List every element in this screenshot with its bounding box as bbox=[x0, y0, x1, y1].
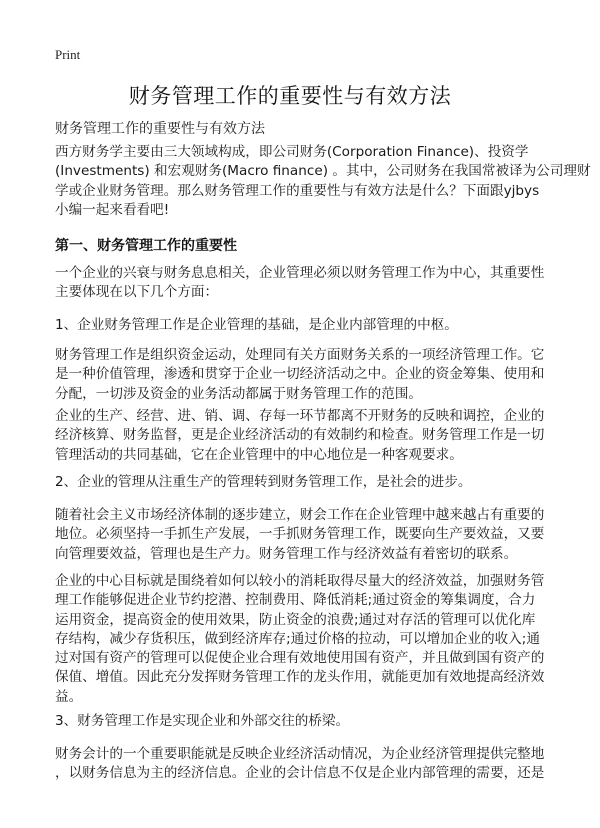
paragraph bbox=[55, 407, 550, 465]
text-line: 企业的中心目标就是围绕着如何以较小的消耗取得尽量大的经济效益，加强财务管 bbox=[55, 573, 545, 589]
text-line: 一个企业的兴衰与财务息息相关，企业管理必须以财务管理工作为中心，其重要性 bbox=[55, 265, 545, 281]
numbered-point bbox=[55, 712, 550, 731]
text-line: 存结构，减少存货积压，做到经济库存;通过价格的拉动，可以增加企业的收入;通 bbox=[55, 630, 540, 647]
text-line: 地位。必须坚持一手抓生产发展，一手抓财务管理工作，既要向生产要效益，又要 bbox=[55, 526, 545, 543]
text-line: 1、企业财务管理工作是企业管理的基础，是企业内部管理的中枢。 bbox=[55, 317, 458, 333]
intro-paragraph bbox=[55, 143, 591, 220]
numbered-point bbox=[55, 473, 550, 492]
text-line: 益。 bbox=[55, 688, 83, 705]
text-line: 运用资金，提高资金的使用效果，防止资金的浪费;通过对存活的管理可以优化库 bbox=[55, 611, 536, 628]
text-line: 向管理要效益，管理也是生产力。财务管理工作与经济效益有着密切的联系。 bbox=[55, 545, 518, 562]
text-line: 保值、增值。因此充分发挥财务管理工作的龙头作用，就能更加有效地提高经济效 bbox=[55, 669, 545, 686]
text-line: 经济核算、财务监督，更是企业经济活动的有效制约和检查。财务管理工作是一切 bbox=[55, 427, 545, 444]
section-heading: 第一、财务管理工作的重要性 bbox=[55, 238, 237, 254]
paragraph bbox=[55, 745, 550, 784]
text-line: 财务管理工作是组织资金运动，处理同有关方面财务关系的一项经济管理工作。它 bbox=[55, 347, 545, 363]
paragraph bbox=[55, 506, 550, 564]
print-label: Print bbox=[55, 47, 81, 62]
text-line: 财务会计的一个重要职能就是反映企业经济活动情况，为企业经济管理提供完整地 bbox=[55, 746, 545, 762]
text-line: 理工作能够促进企业节约挖潜、控制费用、降低消耗;通过资金的筹集调度，合力 bbox=[55, 592, 536, 609]
text-line: ，以财务信息为主的经济信息。企业的会计信息不仅是企业内部管理的需要，还是 bbox=[55, 765, 545, 782]
text-line: 分配，一切涉及资金的业务活动都属于财务管理工作的范围。 bbox=[55, 385, 423, 402]
article-subtitle: 财务管理工作的重要性与有效方法 bbox=[55, 121, 265, 137]
text-line: 主要体现在以下几个方面： bbox=[55, 284, 219, 301]
text-line: 随着社会主义市场经济体制的逐步建立，财会工作在企业管理中越来越占有重要的 bbox=[55, 507, 545, 523]
text-line: 西方财务学主要由三大领域构成，即公司财务(Corporation Finance)、投资学 bbox=[55, 144, 529, 160]
text-line: (Investments) 和宏观财务(Macro finance) 。其中，公司财务在我国常被译为公司理财 bbox=[55, 163, 591, 180]
text-line: 过对国有资产的管理可以促使企业合理有效地使用国有资产，并且做到国有资产的 bbox=[55, 650, 545, 667]
text-line: 小编一起来看看吧! bbox=[55, 201, 170, 218]
text-line: 管理活动的共同基础，它在企业管理中的中心地位是一种客观要求。 bbox=[55, 446, 463, 463]
text-line: 学或企业财务管理。那么财务管理工作的重要性与有效方法是什么？下面跟yjbys bbox=[55, 182, 540, 199]
text-line: 2、企业的管理从注重生产的管理转到财务管理工作，是社会的进步。 bbox=[55, 474, 472, 490]
page-title: 财务管理工作的重要性与有效方法 bbox=[128, 84, 452, 108]
numbered-point bbox=[55, 316, 550, 335]
text-line: 企业的生产、经营、进、销、调、存每一环节都离不开财务的反映和调控，企业的 bbox=[55, 408, 545, 424]
paragraph bbox=[55, 264, 550, 303]
paragraph bbox=[55, 346, 550, 404]
paragraph bbox=[55, 572, 550, 707]
text-line: 3、财务管理工作是实现企业和外部交往的桥梁。 bbox=[55, 713, 350, 729]
text-line: 是一种价值管理，渗透和贯穿于企业一切经济活动之中。企业的资金筹集、使用和 bbox=[55, 366, 545, 383]
